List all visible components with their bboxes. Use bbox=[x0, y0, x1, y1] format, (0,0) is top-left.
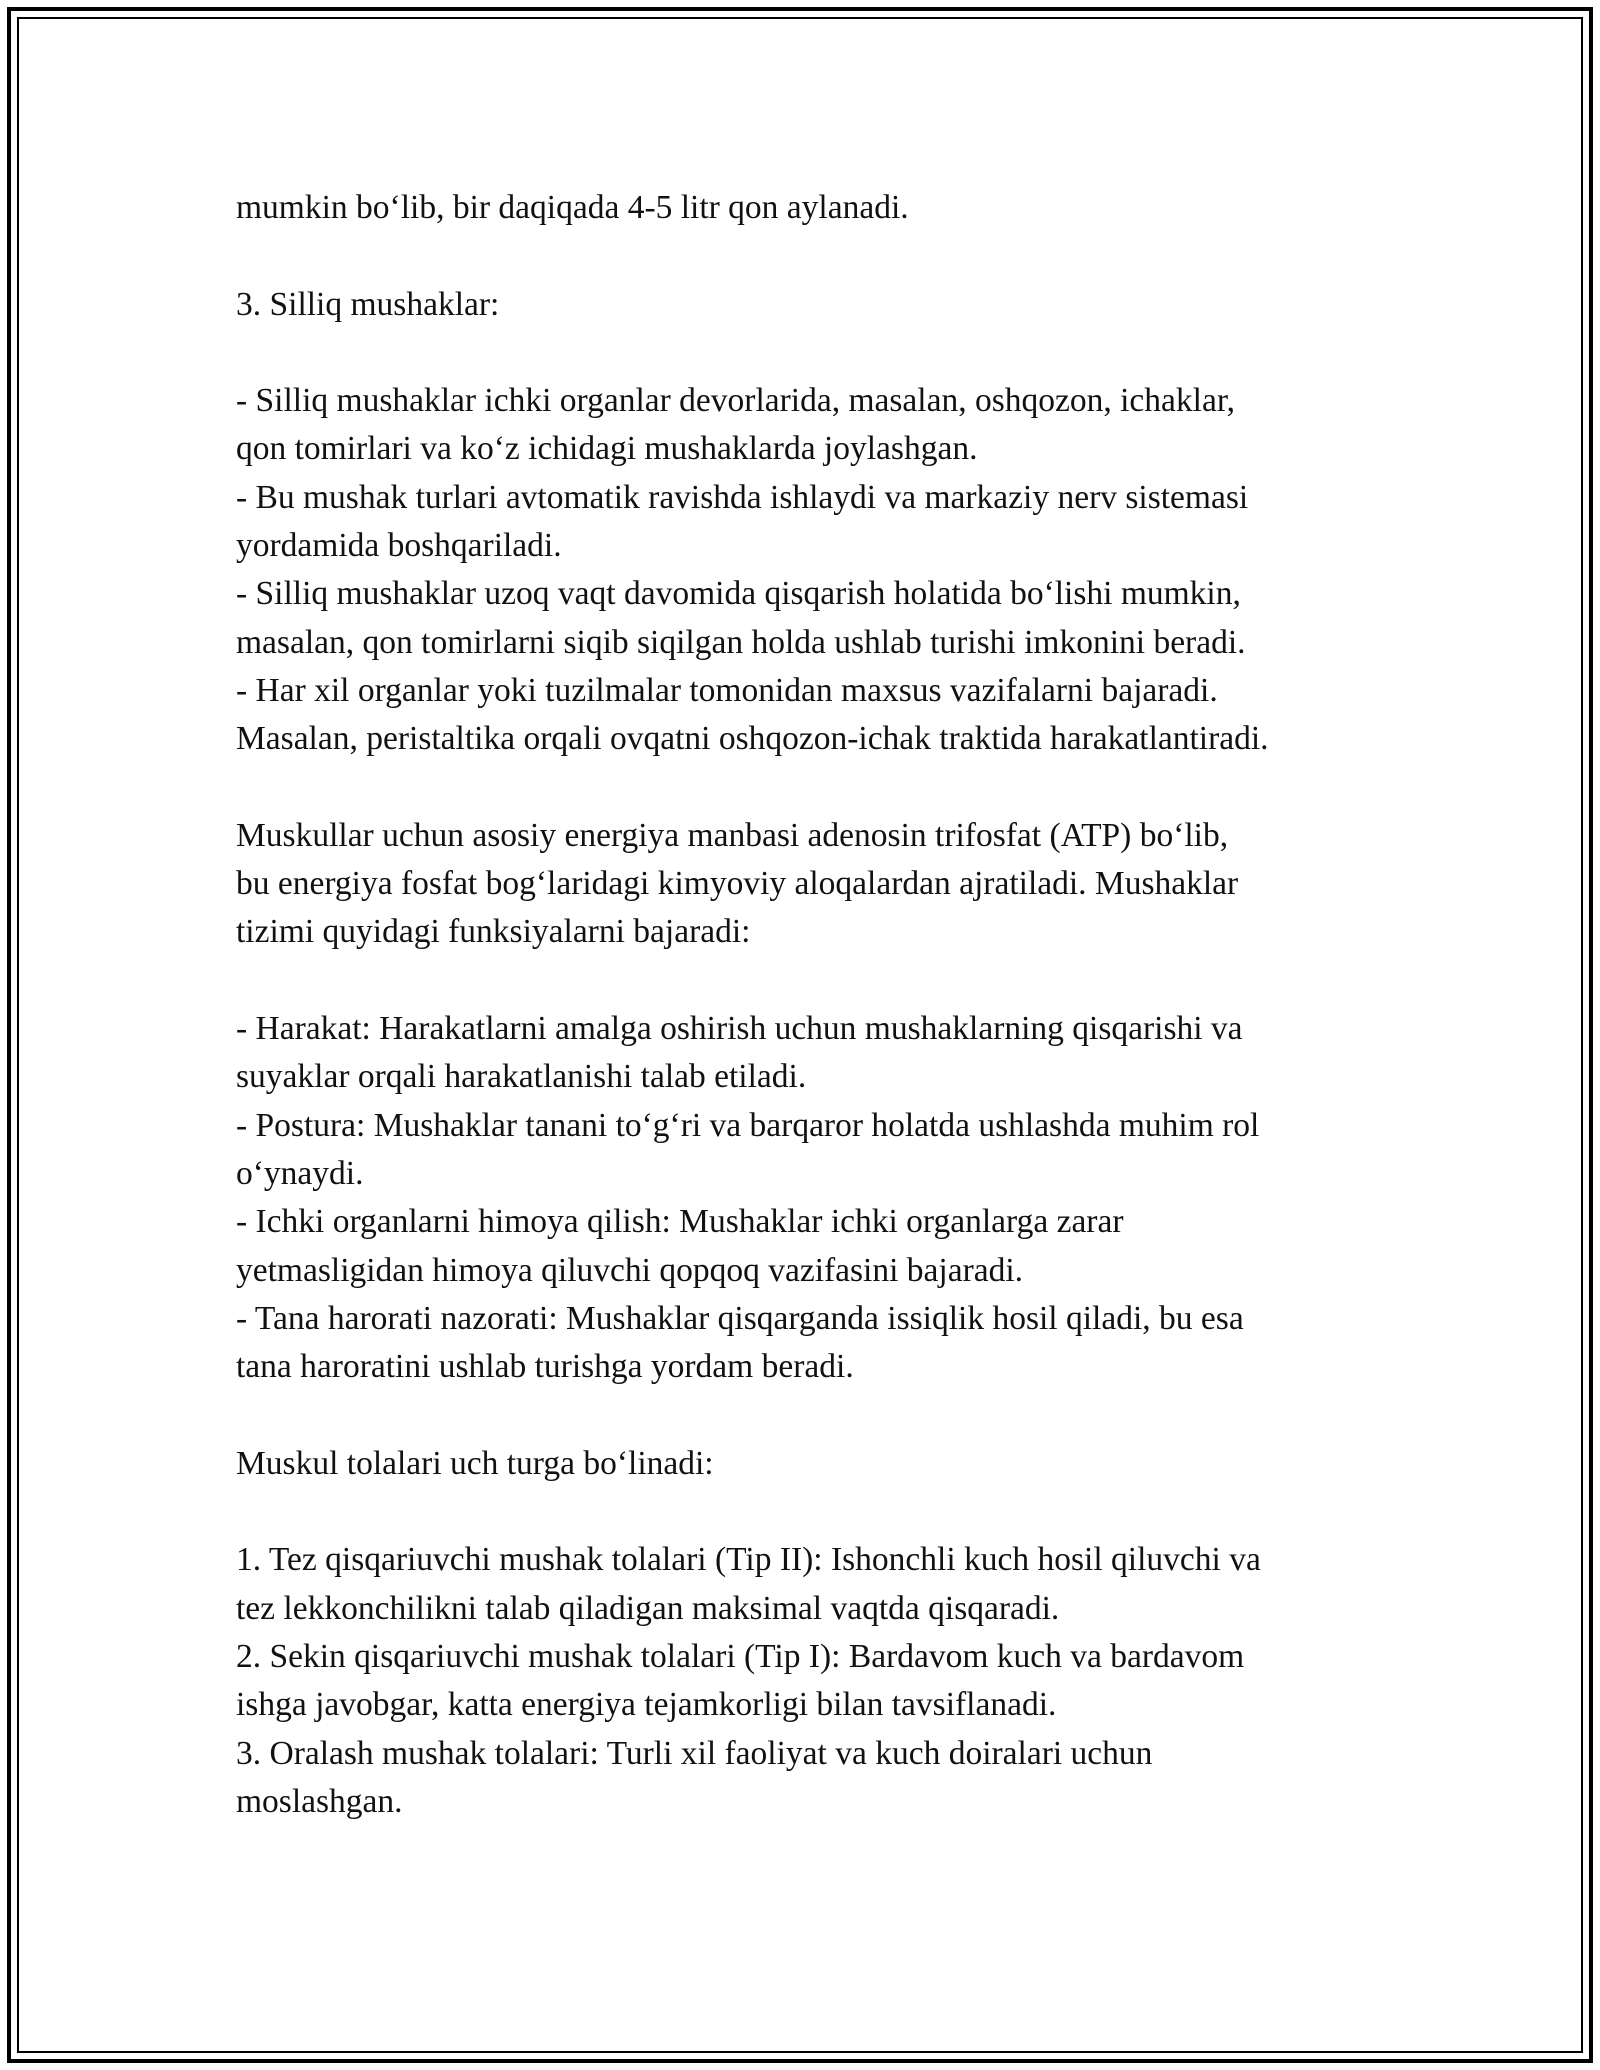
text-line: - Har xil organlar yoki tuzilmalar tomonidan maxsus vazifalarni bajaradi. bbox=[236, 671, 1218, 709]
text-line: o‘ynaydi. bbox=[236, 1154, 364, 1192]
text-line: - Silliq mushaklar ichki organlar devorlarida, masalan, oshqozon, ichaklar, bbox=[236, 382, 1236, 420]
text-line: 1. Tez qisqariuvchi mushak tolalari (Tip II): Ishonchli kuch hosil qiluvchi va bbox=[236, 1541, 1261, 1579]
text-line: - Postura: Mushaklar tanani to‘g‘ri va barqaror holatda ushlashda muhim rol bbox=[236, 1106, 1260, 1144]
text-line: masalan, qon tomirlarni siqib siqilgan holda ushlab turishi imkonini beradi. bbox=[236, 623, 1246, 661]
text-line: tizimi quyidagi funksiyalarni bajaradi: bbox=[236, 913, 751, 951]
document-body bbox=[236, 184, 1386, 1826]
text-line: - Ichki organlarni himoya qilish: Mushaklar ichki organlarga zarar bbox=[236, 1203, 1124, 1241]
blank-line bbox=[236, 1391, 1386, 1439]
text-line: - Tana harorati nazorati: Mushaklar qisqarganda issiqlik hosil qiladi, bu esa bbox=[236, 1299, 1244, 1337]
text-line: mumkin bo‘lib, bir daqiqada 4-5 litr qon aylanadi. bbox=[236, 189, 909, 226]
text-line: - Harakat: Harakatlarni amalga oshirish uchun mushaklarning qisqarishi va bbox=[236, 1010, 1243, 1048]
text-line: Masalan, peristaltika orqali ovqatni oshqozon-ichak traktida harakatlantiradi. bbox=[236, 720, 1269, 758]
blank-line bbox=[236, 329, 1386, 377]
text-line: suyaklar orqali harakatlanishi talab etiladi. bbox=[236, 1058, 807, 1096]
blank-line bbox=[236, 232, 1386, 280]
text-line: 2. Sekin qisqariuvchi mushak tolalari (Tip I): Bardavom kuch va bardavom bbox=[236, 1637, 1245, 1675]
text-line: tez lekkonchilikni talab qiladigan maksimal vaqtda qisqaradi. bbox=[236, 1589, 1060, 1627]
text-line: moslashgan. bbox=[236, 1782, 403, 1820]
text-line: bu energiya fosfat bog‘laridagi kimyoviy aloqalardan ajratiladi. Mushaklar bbox=[236, 865, 1239, 903]
text-line: 3. Silliq mushaklar: bbox=[236, 285, 500, 323]
text-line: yordamida boshqariladi. bbox=[236, 527, 562, 565]
text-line: Muskul tolalari uch turga bo‘linadi: bbox=[236, 1444, 714, 1482]
text-line: tana haroratini ushlab turishga yordam beradi. bbox=[236, 1348, 854, 1386]
blank-line bbox=[236, 764, 1386, 812]
text-line: ishga javobgar, katta energiya tejamkorligi bilan tavsiflanadi. bbox=[236, 1686, 1057, 1724]
text-line: yetmasligidan himoya qiluvchi qopqoq vazifasini bajaradi. bbox=[236, 1251, 1024, 1289]
text-line: 3. Oralash mushak tolalari: Turli xil faoliyat va kuch doiralari uchun bbox=[236, 1734, 1153, 1772]
blank-line bbox=[236, 1488, 1386, 1536]
text-line: - Bu mushak turlari avtomatik ravishda ishlaydi va markaziy nerv sistemasi bbox=[236, 478, 1249, 516]
blank-line bbox=[236, 957, 1386, 1005]
text-line: Muskullar uchun asosiy energiya manbasi adenosin trifosfat (ATP) bo‘lib, bbox=[236, 816, 1229, 854]
text-line: - Silliq mushaklar uzoq vaqt davomida qisqarish holatida bo‘lishi mumkin, bbox=[236, 575, 1241, 613]
text-line: qon tomirlari va ko‘z ichidagi mushaklarda joylashgan. bbox=[236, 430, 978, 468]
